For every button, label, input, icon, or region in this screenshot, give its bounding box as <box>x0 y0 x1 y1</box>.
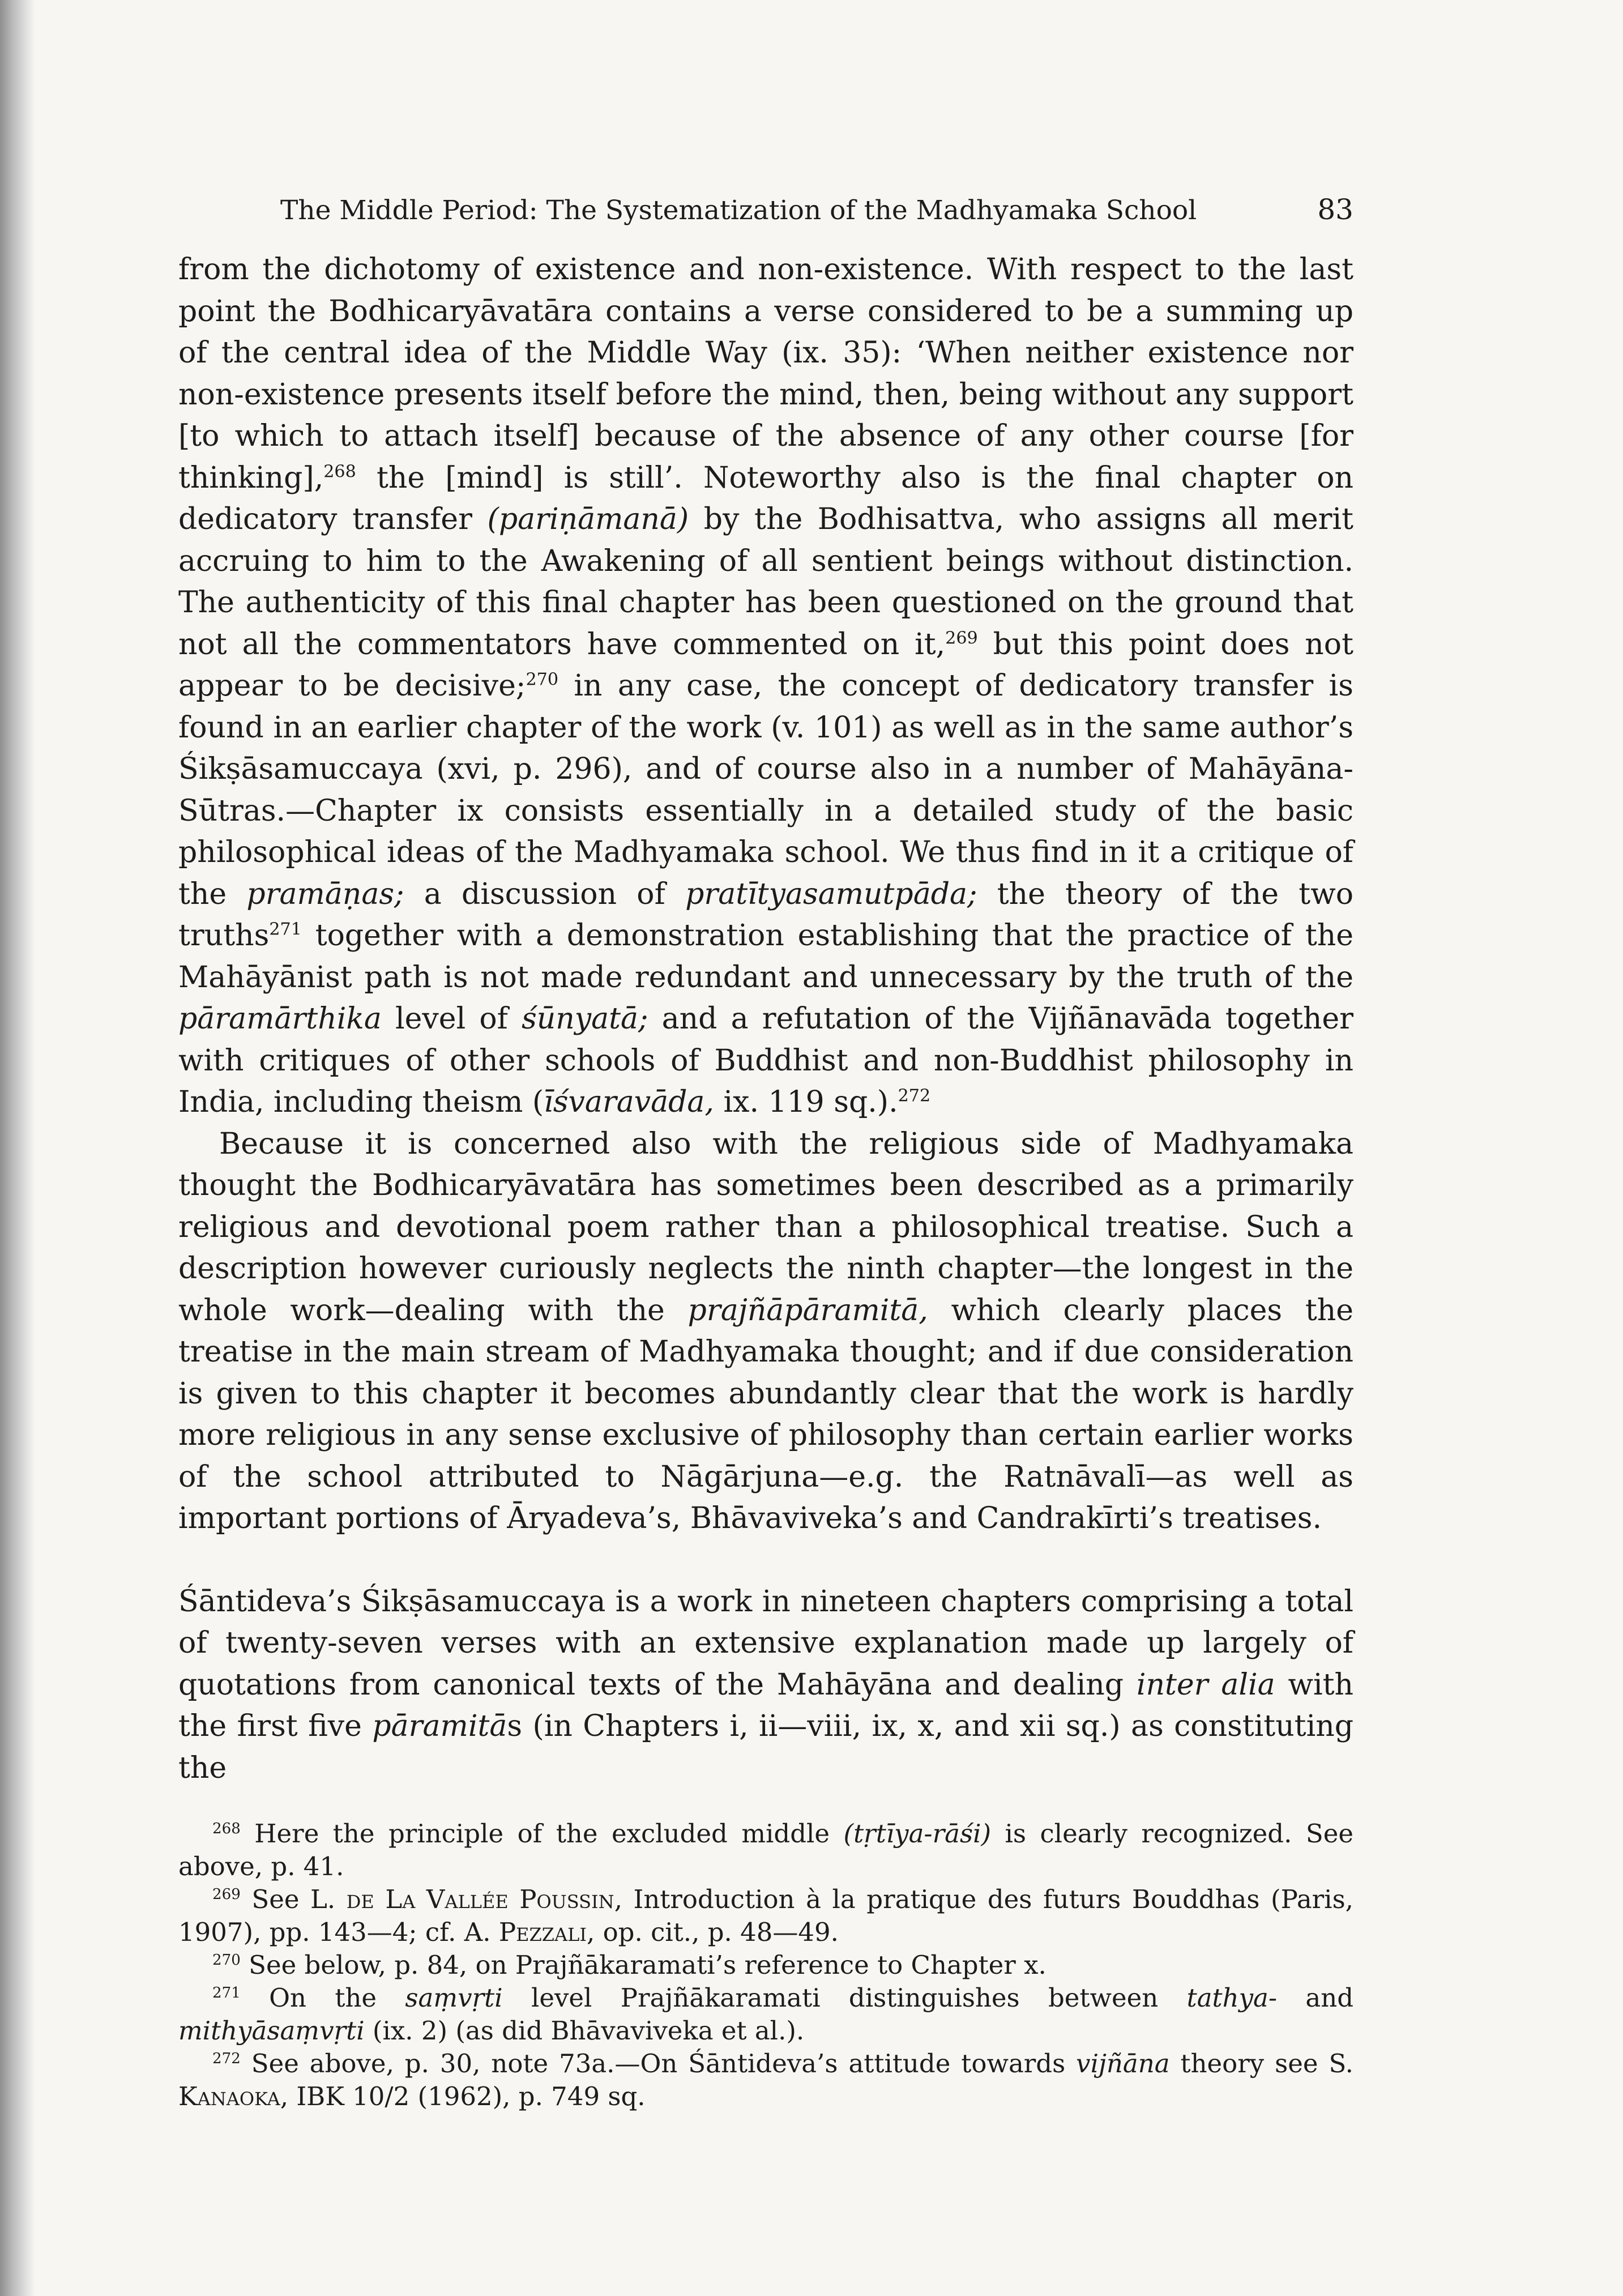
text-run: , op. cit., p. 48—49. <box>586 1917 839 1947</box>
author-name: Pezzali <box>498 1917 587 1947</box>
scan-binding-shadow <box>0 0 35 2296</box>
italic-term: tathya- <box>1186 1983 1278 2013</box>
footnote-number: 272 <box>212 2050 241 2067</box>
page-number: 83 <box>1317 193 1353 226</box>
text-run: with the first five <box>178 1667 1353 1743</box>
text-run: a discussion of <box>404 877 686 911</box>
footnote-ref-271: 271 <box>269 919 302 940</box>
paragraph-2 <box>178 1124 1353 1540</box>
italic-term: mithyāsaṃvṛti <box>178 2016 365 2046</box>
italic-term: inter alia <box>1136 1667 1275 1702</box>
text-run: the theory of the two truths <box>178 877 1354 953</box>
italic-term: śūnyatā; <box>522 1002 648 1036</box>
footnote-268 <box>178 1817 1353 1883</box>
footnote-270 <box>178 1949 1353 1982</box>
text-run: level of <box>381 1002 522 1036</box>
text-run: s (in Chapters i, ii—viii, ix, x, and xii sq.) as constituting the <box>178 1709 1353 1785</box>
text-run: in any case, the concept of dedicatory transfer is found in an earlier chapter of the work (v. 101) as well as in the same author’s Śikṣāsamuccaya (xvi, p. 296), and of course also in a number of Mahāyāna-Sūtras.—Chapter ix consists essentially in a detailed study of the basic philosophical ideas of the Madhyamaka school. We thus find in it a critique of the <box>178 669 1353 911</box>
footnote-271 <box>178 1982 1353 2047</box>
italic-term: pratītyasamutpāda; <box>685 877 977 911</box>
italic-term: saṃvṛti <box>405 1983 503 2013</box>
text-run: See above, p. 30, note 73a.—On Śāntideva’s attitude towards <box>240 2049 1077 2079</box>
text-run: from the dichotomy of existence and non-existence. With respect to the last point the Bodhicaryāvatāra contains a verse considered to be a summing up of the central idea of the Middle Way (ix. 35): ‘When neither existence nor non-existence presents itself before the mind, then, being without any support [to which to attach itself] because of the absence of any other course [for thinking], <box>178 253 1353 495</box>
author-name: Kanaoka <box>178 2081 280 2111</box>
text-run: See L. <box>240 1884 347 1914</box>
italic-term: pāramitā <box>372 1709 507 1743</box>
paragraph-3 <box>178 1581 1353 1790</box>
footnotes <box>178 1817 1353 2113</box>
footnote-ref-272: 272 <box>898 1086 931 1106</box>
text-run: and <box>1277 1983 1354 2013</box>
text-run: (ix. 2) (as did Bhāvaviveka et al.). <box>364 2016 805 2046</box>
text-run: Because it is concerned also with the religious side of Madhyamaka thought the Bodhicaryāvatāra has sometimes been described as a primarily religious and devotional poem rather than a philosophical treatise. Such a description however curiously neglects the ninth chapter—the longest in the whole work—dealing with the <box>178 1126 1353 1328</box>
footnote-269 <box>178 1883 1353 1949</box>
footnote-number: 268 <box>212 1820 241 1837</box>
text-run: theory see S. <box>1169 2049 1353 2079</box>
running-title: The Middle Period: The Systematization of the Madhyamaka School <box>280 195 1197 226</box>
footnote-272 <box>178 2047 1353 2113</box>
italic-term: īśvaravāda, <box>544 1085 714 1119</box>
text-run: Śāntideva’s Śikṣāsamuccaya is a work in nineteen chapters comprising a total of twenty-seven verses with an extensive explanation made up largely of quotations from canonical texts of the Mahāyāna and dealing <box>178 1584 1353 1702</box>
running-header <box>178 187 1353 232</box>
footnote-ref-269: 269 <box>945 628 978 648</box>
main-text <box>178 249 1353 1789</box>
text-run: and a refutation of the Vijñānavāda together with critiques of other schools of Buddhist and non-Buddhist philosophy in India, including theism ( <box>178 1002 1353 1119</box>
text-run: together with a demonstration establishing that the practice of the Mahāyānist path is not made redundant and unnecessary by the truth of the <box>178 919 1353 995</box>
text-run: by the Bodhisattva, who assigns all merit accruing to him to the Awakening of all sentient beings without distinction. The authenticity of this final chapter has been questioned on the ground that not all the commentators have commented on it, <box>178 502 1353 662</box>
text-run: , IBK 10/2 (1962), p. 749 sq. <box>280 2081 646 2111</box>
text-run: Here the principle of the excluded middle <box>240 1819 844 1849</box>
paragraph-1 <box>178 249 1353 1124</box>
text-run: which clearly places the treatise in the main stream of Madhyamaka thought; and if due consideration is given to this chapter it becomes abundantly clear that the work is hardly more religious in any sense exclusive of philosophy than certain earlier works of the school attributed to Nāgārjuna—e.g. the Ratnāvalī—as well as important portions of Āryadeva’s, Bhāvaviveka’s and Candrakīrti’s treatises. <box>178 1293 1353 1535</box>
text-run: is clearly recognized. See above, p. 41. <box>178 1819 1353 1881</box>
italic-term: vijñāna <box>1076 2049 1170 2079</box>
text-run: level Prajñākaramati distinguishes between <box>502 1983 1187 2013</box>
italic-term: (tṛtīya-rāśi) <box>843 1819 992 1849</box>
text-run: ix. 119 sq.). <box>714 1085 898 1119</box>
italic-term: pramāṇas; <box>246 877 404 911</box>
section-gap <box>178 1540 1353 1581</box>
footnote-ref-268: 268 <box>323 462 356 482</box>
italic-term: prajñāpāramitā, <box>687 1293 928 1328</box>
italic-term: (pariṇāmanā) <box>487 502 689 536</box>
footnote-number: 271 <box>212 1985 241 2001</box>
footnote-number: 269 <box>212 1886 241 1903</box>
text-run: , Introduction à la pratique des futurs Bouddhas (Paris, 1907), pp. 143—4; cf. A. <box>178 1884 1353 1947</box>
footnote-ref-270: 270 <box>526 669 559 690</box>
text-run: See below, p. 84, on Prajñākaramati’s reference to Chapter x. <box>240 1950 1047 1980</box>
text-run: On the <box>240 1983 405 2013</box>
italic-term: pāramārthika <box>178 1002 382 1036</box>
text-run: the [mind] is still’. Noteworthy also is the final chapter on dedicatory transfer <box>178 460 1353 536</box>
footnote-number: 270 <box>212 1952 241 1969</box>
text-run: but this point does not appear to be decisive; <box>178 627 1353 703</box>
author-name: de La Vallée Poussin <box>346 1884 614 1914</box>
book-page <box>178 187 1353 2113</box>
